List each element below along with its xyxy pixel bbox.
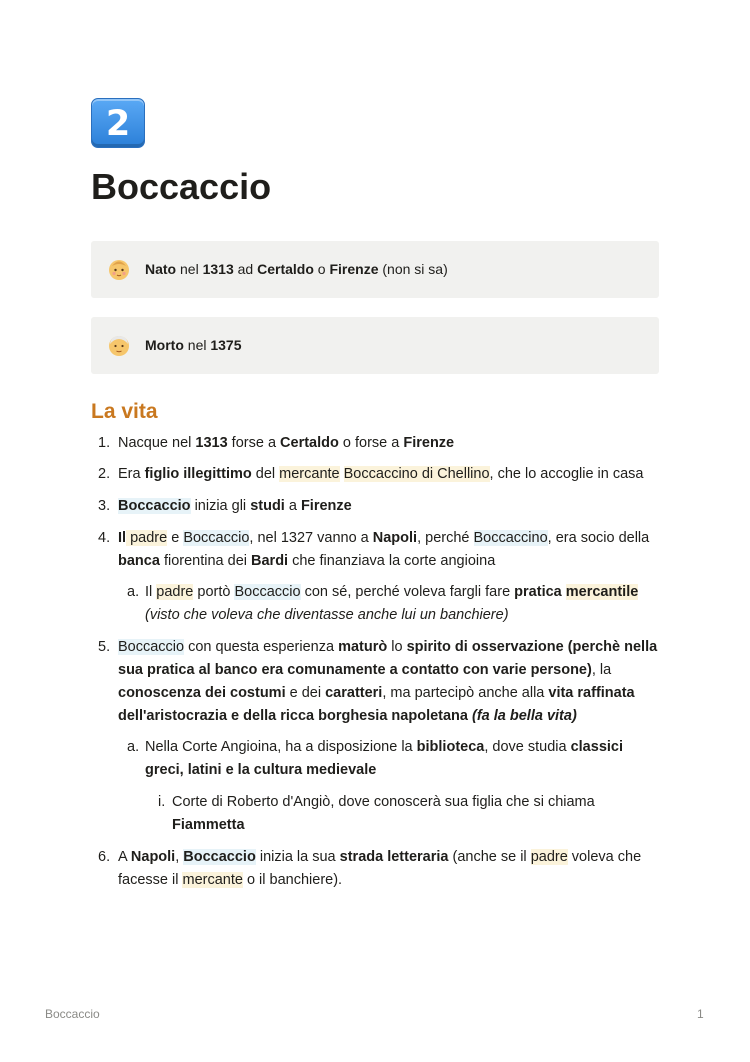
callout-birth-text: Nato nel 1313 ad Certaldo o Firenze (non si sa) [145, 261, 448, 277]
list-item: 2. Era figlio illegittimo del mercante Boccaccino di Chellino, che lo accoglie in casa [98, 466, 644, 482]
list-item: i. Corte di Roberto d'Angiò, dove conoscerà sua figlia che si chiama Fiammetta [158, 794, 595, 833]
callout-birth [91, 241, 659, 298]
section-heading: La vita [91, 400, 158, 423]
keycap-number-icon: 2 [91, 98, 145, 148]
list-item: 6. A Napoli, Boccaccio inizia la sua strada letteraria (anche se il padre voleva che facesse il mercante o il banchiere). [98, 849, 642, 888]
list-item: 4. Il padre e Boccaccio, nel 1327 vanno a Napoli, perché Boccaccino, era socio della banca fiorentina dei Bardi che finanziava la corte angioina [98, 530, 650, 569]
baby-icon [107, 257, 131, 281]
callout-death-text: Morto nel 1375 [145, 337, 242, 353]
page-content [91, 98, 659, 892]
footer-title: Boccaccio [45, 1007, 100, 1021]
list-item: 3. Boccaccio inizia gli studi a Firenze [98, 498, 352, 514]
biography-list [91, 432, 659, 892]
callout-death [91, 317, 659, 374]
list-item: 5. Boccaccio con questa esperienza maturò lo spirito di osservazione (perchè nella sua pratica al banco era comunamente a contatto con varie persone), la conoscenza dei costumi e dei caratteri, ma partecipò anche alla vita raffinata dell'aristocrazia e della ricca borghesia napoletana (fa la bella vita) [98, 639, 658, 724]
page-title: Boccaccio [91, 166, 272, 207]
list-item: 1. Nacque nel 1313 forse a Certaldo o forse a Firenze [98, 435, 455, 451]
list-item: a. Nella Corte Angioina, ha a disposizione la biblioteca, dove studia classici greci, latini e la cultura medievale [127, 739, 624, 778]
list-item: a. Il padre portò Boccaccio con sé, perché voleva fargli fare pratica mercantile (visto che voleva che diventasse anche lui un banchiere) [127, 584, 639, 623]
footer-page-number: 1 [697, 1007, 704, 1021]
old-person-icon [107, 333, 131, 357]
